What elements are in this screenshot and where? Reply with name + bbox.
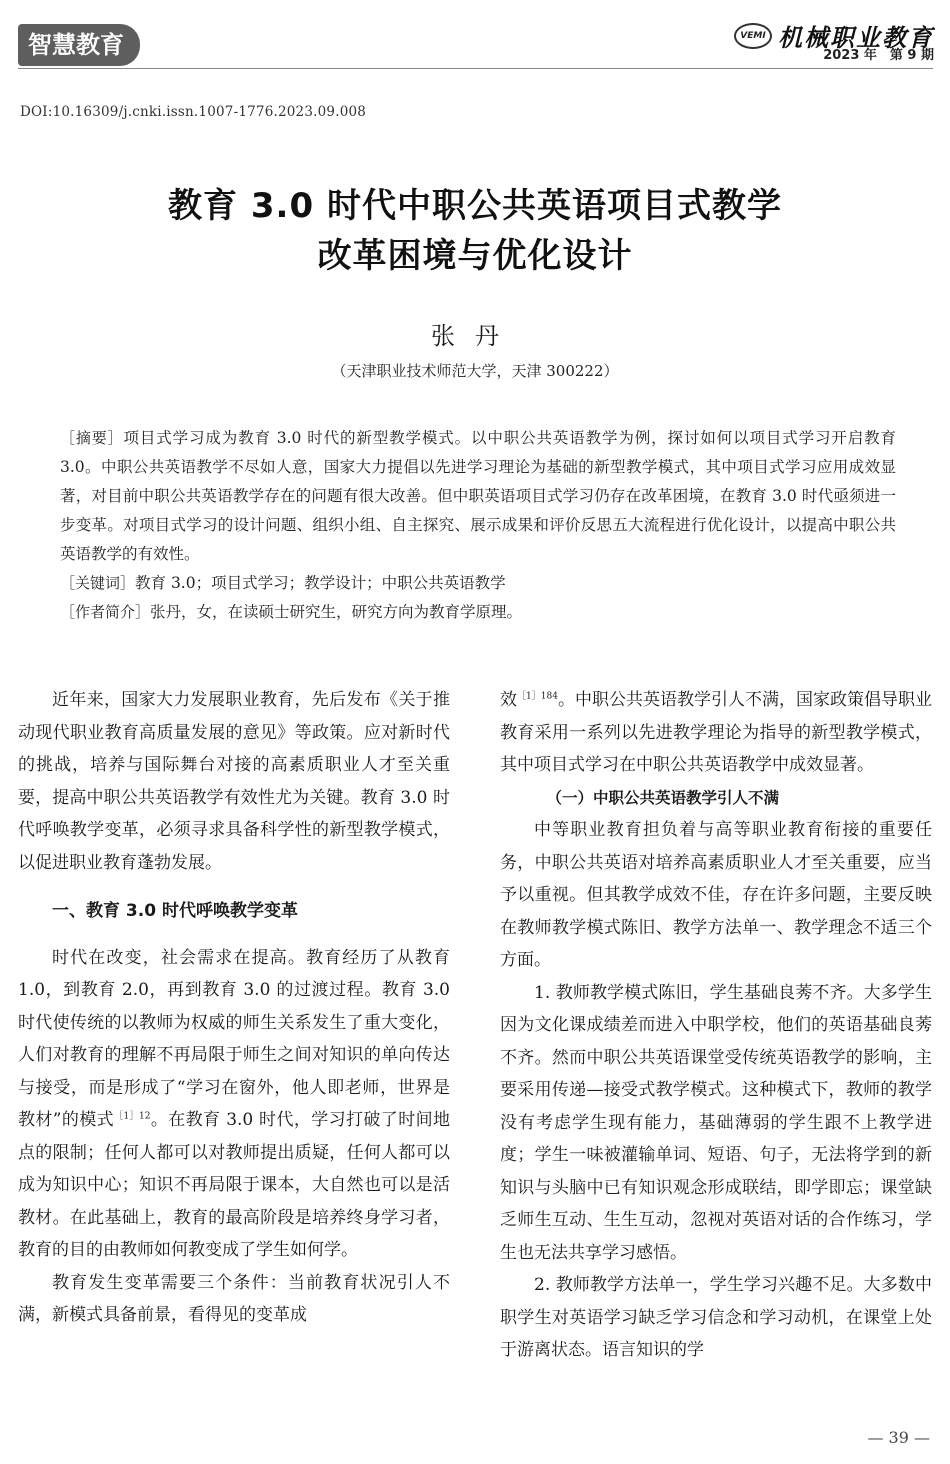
paragraph-text: 效	[500, 690, 518, 710]
citation: ［1］12	[114, 1111, 151, 1122]
paragraph: 近年来，国家大力发展职业教育，先后发布《关于推动现代职业教育高质量发展的意见》等政策。应对新时代的挑战，培养与国际舞台对接的高素质职业人才至关重要，提高中职公共英语教学有效性尤为关键。教育 3.0 时代呼唤教学变革，必须寻求具备科学性的新型教学模式，以促进职业教育蓬勃发展。	[18, 690, 450, 873]
section-heading: 一、教育 3.0 时代呼唤教学变革	[52, 901, 298, 921]
keywords	[60, 569, 896, 598]
keywords-text: 教育 3.0；项目式学习；教学设计；中职公共英语教学	[135, 574, 506, 592]
keywords-label: ［关键词］	[60, 574, 136, 592]
author-bio	[60, 598, 896, 627]
bio-label: ［作者简介］	[60, 603, 151, 621]
paragraph	[500, 684, 932, 782]
page-number: — 39 —	[867, 1428, 930, 1447]
paragraph-text: 。中职公共英语教学引人不满，国家政策倡导职业教育采用一系列以先进教学理论为指导的新型教学模式，其中项目式学习在中职公共英语教学中成效显著。	[500, 690, 933, 775]
journal-emblem-icon: VEMI	[734, 23, 772, 49]
abstract-label: ［摘要］	[60, 429, 124, 447]
subsection-heading: （一）中职公共英语教学引人不满	[546, 788, 780, 807]
doi: DOI:10.16309/j.cnki.issn.1007-1776.2023.09.008	[20, 104, 367, 120]
section-tab: 智慧教育	[18, 24, 140, 66]
paragraph: 1. 教师教学模式陈旧，学生基础良莠不齐。大多学生因为文化课成绩差而进入中职学校，他们的英语基础良莠不齐。然而中职公共英语课堂受传统英语教学的影响，主要采用传递—接受式教学模式。这种模式下，教师的教学没有考虑学生现有能力，基础薄弱的学生跟不上教学进度；学生一味被灌输单词、短语、句子，无法将学到的新知识与头脑中已有知识观念形成联结，即学即忘；课堂缺乏师生互动、生生互动，忽视对英语对话的合作练习，学生也无法共享学习感悟。	[500, 982, 932, 1263]
paragraph: 教育发生变革需要三个条件：当前教育状况引人不满，新模式具备前景，看得见的变革成	[18, 1272, 450, 1325]
abstract-block	[60, 424, 896, 627]
title-line-2: 改革困境与优化设计	[317, 236, 633, 276]
journal-name: 机械职业教育	[778, 23, 934, 52]
paragraph-text: 时代在改变，社会需求在提高。教育经历了从教育 1.0，到教育 2.0，再到教育 3.0 的过渡过程。教育 3.0 时代使传统的以教师为权威的师生关系发生了重大变化，人们对教育的理解不再局限于师生之间对知识的单向传达与接受，而是形成了“学习在窗外，他人即老师，世界是教材”的模式	[18, 947, 450, 1130]
title-line-1: 教育 3.0 时代中职公共英语项目式教学	[168, 186, 782, 226]
issue-info: 2023 年 第 9 期	[823, 48, 934, 63]
paragraph-text: 。在教育 3.0 时代，学习打破了时间地点的限制；任何人都可以对教师提出质疑，任何人都可以成为知识中心；知识不再局限于课本，大自然也可以是活教材。在此基础上，教育的最高阶段是培养终身学习者，教育的目的由教师如何教变成了学生如何学。	[18, 1110, 450, 1260]
right-column	[500, 684, 932, 1367]
abstract-text: 项目式学习成为教育 3.0 时代的新型教学模式。以中职公共英语教学为例，探讨如何以项目式学习开启教育 3.0。中职公共英语教学不尽如人意，国家大力提倡以先进学习理论为基础的新型教学模式，其中项目式学习应用成效显著，对目前中职公共英语教学存在的问题有很大改善。但中职英语项目式学习仍存在改革困境，在教育 3.0 时代亟须进一步变革。对项目式学习的设计问题、组织小组、自主探究、展示成果和评价反思五大流程进行优化设计，以提高中职公共英语教学的有效性。	[60, 429, 896, 563]
affiliation: （天津职业技术师范大学，天津 300222）	[331, 362, 619, 380]
paragraph: 中等职业教育担负着与高等职业教育衔接的重要任务，中职公共英语对培养高素质职业人才至关重要，应当予以重视。但其教学成效不佳，存在许多问题，主要反映在教师教学模式陈旧、教学方法单一、教学理念不适三个方面。	[500, 820, 932, 970]
citation: ［1］184	[517, 691, 558, 702]
paragraph	[18, 942, 450, 1267]
bio-text: 张丹，女，在读硕士研究生，研究方向为教育学原理。	[150, 603, 523, 621]
author: 张丹	[431, 322, 519, 350]
abstract	[60, 424, 896, 569]
paragraph: 2. 教师教学方法单一，学生学习兴趣不足。大多数中职学生对英语学习缺乏学习信念和学习动机，在课堂上处于游离状态。语言知识的学	[500, 1275, 932, 1360]
header-divider	[18, 68, 933, 69]
left-column	[18, 684, 450, 1332]
